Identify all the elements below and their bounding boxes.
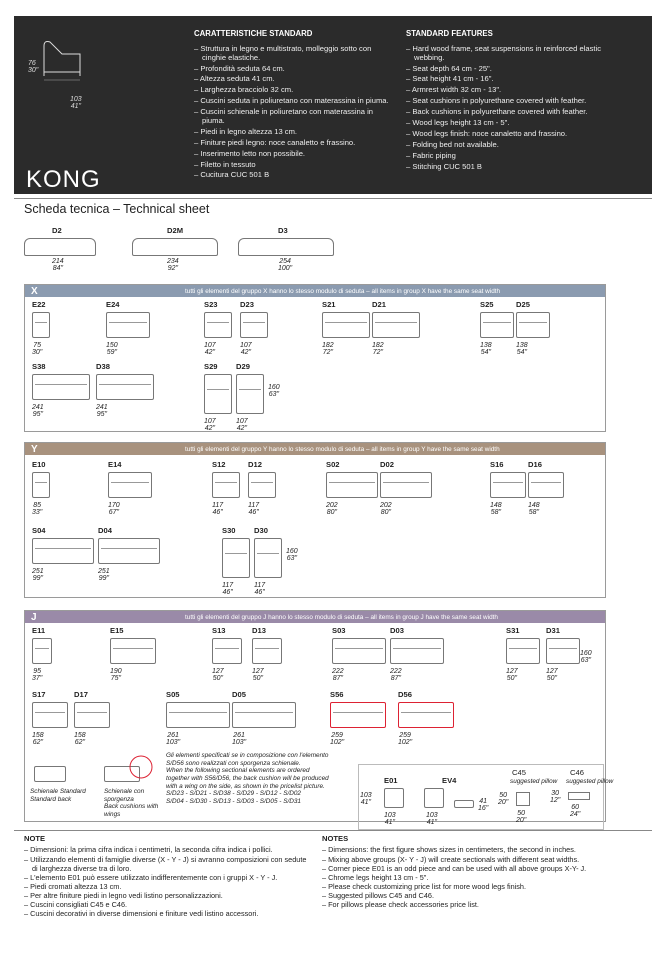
sofa-e22 xyxy=(32,312,50,338)
profile-depth: 103 41" xyxy=(70,96,82,110)
code-s16: S16 xyxy=(490,460,504,469)
code-d02: D02 xyxy=(380,460,394,469)
std-en-item-0: – Hard wood frame, seat suspensions in reinforced elastic webbing. xyxy=(406,45,606,62)
code-e15: E15 xyxy=(110,626,124,635)
dim-d03: 222 87" xyxy=(390,668,402,683)
std-en-item-10: – Stitching CUC 501 B xyxy=(406,163,606,172)
sofa-d23 xyxy=(240,312,268,338)
code-d12: D12 xyxy=(248,460,262,469)
sofa-s21 xyxy=(322,312,370,338)
dim-d29: 107 42" xyxy=(236,418,248,433)
dim-d30: 117 46" xyxy=(254,582,266,597)
code-d17: D17 xyxy=(74,690,88,699)
dim-s38: 241 95" xyxy=(32,404,44,419)
code-e11: E11 xyxy=(32,626,46,635)
dim-s17: 158 62" xyxy=(32,732,44,747)
sofa-e14 xyxy=(108,472,152,498)
dim-e11: 95 37" xyxy=(32,668,43,683)
sofa-s05 xyxy=(166,702,230,728)
std-it-item-5: – Cuscini schienale in poliuretano con materassina in piuma. xyxy=(194,108,394,125)
sofa-d16 xyxy=(528,472,564,498)
note-en-item-1: – Mixing above groups (X- Y - J) will create sectionals with different seat widths. xyxy=(322,855,622,864)
sofa-d25 xyxy=(516,312,550,338)
sofa-e24 xyxy=(106,312,150,338)
sofa-d05 xyxy=(232,702,296,728)
sofa-s25 xyxy=(480,312,514,338)
code-s56: S56 xyxy=(330,690,344,699)
sofa-d2 xyxy=(24,238,96,256)
std-it-item-7: – Finiture piedi legno: noce canaletto e frassino. xyxy=(194,139,394,148)
dim-s05: 261 103" xyxy=(166,732,181,747)
e01-shape xyxy=(384,788,404,808)
sofa-d30 xyxy=(254,538,282,578)
code-e24: E24 xyxy=(106,300,120,309)
sofa-d17 xyxy=(74,702,110,728)
std-it-item-8: – Inserimento letto non possibile. xyxy=(194,150,394,159)
sofa-d31 xyxy=(546,638,580,664)
dim-e15: 190 75" xyxy=(110,668,122,683)
wing-back-label: Schienale con sporgenza Back cushions with wings xyxy=(104,788,159,819)
std-it-item-9: – Filetto in tessuto xyxy=(194,161,394,170)
code-s38: S38 xyxy=(32,362,46,371)
c46-b: 60 24" xyxy=(570,804,581,819)
std-it-item-2: – Altezza seduta 41 cm. xyxy=(194,75,394,84)
dim-d13: 127 50" xyxy=(252,668,264,683)
wing-note: Gli elementi specificati se in composizione con l'elemento S/D56 sono realizzati con sporgenza schienale. When the following sectional elements are ordered together with S56/D56, the back cushion will be produced with a wing on the side, as shown in the pricelist picture. S/D23 - S/D21 - S/D38 - S/D29 - S/D12 - S/D02 S/D04 - S/D30 - S/D13 - S/D03 - S/D05 - S/D31 xyxy=(166,752,329,806)
dim-d3: 254 100" xyxy=(278,258,293,273)
ev4-height: 41 16" xyxy=(478,798,489,813)
code-d30: D30 xyxy=(254,526,268,535)
sofa-s29 xyxy=(204,374,232,414)
ev4-code: EV4 xyxy=(442,776,457,785)
sofa-s04 xyxy=(32,538,94,564)
code-d16: D16 xyxy=(528,460,542,469)
code-d2m: D2M xyxy=(167,226,184,235)
e01-code: E01 xyxy=(384,776,398,785)
note-en-item-3: – Chrome legs height 13 cm - 5". xyxy=(322,873,622,882)
std-en-item-3: – Armrest width 32 cm - 13". xyxy=(406,86,606,95)
sofa-s56 xyxy=(330,702,386,728)
code-d21: D21 xyxy=(372,300,386,309)
dim-s04: 251 99" xyxy=(32,568,44,583)
dim-d21: 182 72" xyxy=(372,342,384,357)
note-it-item-4: – Per altre finiture piedi in legno vedi listino personalizzazioni. xyxy=(24,891,310,900)
sofa-d3 xyxy=(238,238,334,256)
dim-e24: 150 59" xyxy=(106,342,118,357)
sofa-d21 xyxy=(372,312,420,338)
std-en-item-2: – Seat height 41 cm - 16". xyxy=(406,75,606,84)
depth-y: 160 63" xyxy=(286,548,298,563)
dim-d25: 138 54" xyxy=(516,342,528,357)
code-s29: S29 xyxy=(204,362,218,371)
std-it-item-6: – Piedi in legno altezza 13 cm. xyxy=(194,128,394,137)
sofa-d2m xyxy=(132,238,218,256)
code-d3: D3 xyxy=(278,226,288,235)
note-it-item-1: – Utilizzando elementi di famiglie diverse (X - Y - J) si avranno composizioni con sedute di larghezza diverse tra di loro. xyxy=(24,855,310,873)
code-s31: S31 xyxy=(506,626,520,635)
note-en-item-5: – Suggested pillows C45 and C46. xyxy=(322,891,622,900)
ev4-width: 103 41" xyxy=(426,812,438,827)
code-s04: S04 xyxy=(32,526,46,535)
std-en-item-8: – Folding bed not available. xyxy=(406,141,606,150)
dim-s02: 202 80" xyxy=(326,502,338,517)
dim-s23: 107 42" xyxy=(204,342,216,357)
notes-english: NOTES – Dimensions: the first figure shows sizes in centimeters, the second in inches. – Mixing above groups (X- Y - J) will create sectionals with different seat widths. – Corner piece E01 is an odd piece and can be used with all above groups X-Y- J. – Chrome legs height 13 cm - 5". – Please check customizing price list for more wood legs finish. – Suggested pillows C45 and C46. – For pillows please check accessories price list. xyxy=(322,834,622,909)
e01-depth: 103 41" xyxy=(360,792,372,807)
brand-name: KONG xyxy=(26,166,101,193)
c46-shape xyxy=(568,792,590,800)
std-it-item-10: – Cucitura CUC 501 B xyxy=(194,171,394,180)
std-en-item-9: – Fabric piping xyxy=(406,152,606,161)
dim-s12: 117 46" xyxy=(212,502,224,517)
std-it-item-0: – Struttura in legno e multistrato, molleggio sotto con cinghie elastiche. xyxy=(194,45,394,62)
notes-divider xyxy=(14,830,652,831)
notes-italian: NOTE – Dimensioni: la prima cifra indica i centimetri, la seconda cifra indica i pollici. – Utilizzando elementi di famiglie diverse (X - Y - J) si avranno composizioni con sedute di larghezza diverse tra di loro. – L'elemento E01 può essere utilizzato indifferentemente con i gruppi X - Y - J. – Piedi cromati altezza 13 cm. – Per altre finiture piedi in legno vedi listino personalizzazioni. – Cuscini consigliati C45 e C46. – Cuscini decorativi in diverse dimensioni e finiture vedi listino accessori. xyxy=(24,834,310,918)
dim-s31: 127 50" xyxy=(506,668,518,683)
code-d38: D38 xyxy=(96,362,110,371)
e01-width: 103 41" xyxy=(384,812,396,827)
sofa-d29 xyxy=(236,374,264,414)
code-d05: D05 xyxy=(232,690,246,699)
wing-detail-circle-icon xyxy=(126,752,156,782)
c46-code: C46 xyxy=(570,768,584,777)
note-it-item-2: – L'elemento E01 può essere utilizzato indifferentemente con i gruppi X - Y - J. xyxy=(24,873,310,882)
note-it-item-3: – Piedi cromati altezza 13 cm. xyxy=(24,882,310,891)
note-en-item-4: – Please check customizing price list for more wood legs finish. xyxy=(322,882,622,891)
code-s03: S03 xyxy=(332,626,346,635)
code-d13: D13 xyxy=(252,626,266,635)
code-s12: S12 xyxy=(212,460,226,469)
depth-x: 160 63" xyxy=(268,384,280,399)
c45-code: C45 xyxy=(512,768,526,777)
sofa-s12 xyxy=(212,472,240,498)
code-d23: D23 xyxy=(240,300,254,309)
dim-e14: 170 67" xyxy=(108,502,120,517)
std-en-item-5: – Back cushions in polyurethane covered with feather. xyxy=(406,108,606,117)
dim-d12: 117 46" xyxy=(248,502,260,517)
sofa-s38 xyxy=(32,374,90,400)
code-s21: S21 xyxy=(322,300,336,309)
c45-shape xyxy=(516,792,530,806)
std-en-item-6: – Wood legs height 13 cm - 5". xyxy=(406,119,606,128)
code-s13: S13 xyxy=(212,626,226,635)
header-panel xyxy=(14,16,652,194)
std-en-item-4: – Seat cushions in polyurethane covered with feather. xyxy=(406,97,606,106)
sofa-e10 xyxy=(32,472,50,498)
note-en-item-2: – Corner piece E01 is an odd piece and can be used with all above groups X-Y- J. xyxy=(322,864,622,873)
page-title: Scheda tecnica – Technical sheet xyxy=(24,202,210,216)
dim-d38: 241 95" xyxy=(96,404,108,419)
code-s25: S25 xyxy=(480,300,494,309)
dim-d05: 261 103" xyxy=(232,732,247,747)
std-it-item-4: – Cuscini seduta in poliuretano con materassina in piuma. xyxy=(194,97,394,106)
dim-e10: 85 33" xyxy=(32,502,43,517)
divider xyxy=(14,198,652,199)
dim-s56: 259 102" xyxy=(330,732,345,747)
std-en-item-1: – Seat depth 64 cm - 25". xyxy=(406,65,606,74)
sofa-s30 xyxy=(222,538,250,578)
dim-d04: 251 99" xyxy=(98,568,110,583)
dim-e22: 75 30" xyxy=(32,342,43,357)
dim-s30: 117 46" xyxy=(222,582,234,597)
c45-b: 50 20" xyxy=(516,810,527,825)
sofa-d56 xyxy=(398,702,454,728)
note-it-item-6: – Cuscini decorativi in diverse dimensioni e finiture vedi listino accessori. xyxy=(24,909,310,918)
note-en-item-0: – Dimensions: the first figure shows sizes in centimeters, the second in inches. xyxy=(322,845,622,854)
code-d03: D03 xyxy=(390,626,404,635)
note-it-item-5: – Cuscini consigliati C45 e C46. xyxy=(24,900,310,909)
sofa-d02 xyxy=(380,472,432,498)
dim-d31: 127 50" xyxy=(546,668,558,683)
sofa-s02 xyxy=(326,472,378,498)
note-en-item-6: – For pillows please check accessories price list. xyxy=(322,900,622,909)
std-it-item-1: – Profondità seduta 64 cm. xyxy=(194,65,394,74)
c45-sub: suggested pillow xyxy=(510,778,558,785)
dim-d02: 202 80" xyxy=(380,502,392,517)
sofa-d04 xyxy=(98,538,160,564)
std-en-item-7: – Wood legs finish: noce canaletto and frassino. xyxy=(406,130,606,139)
code-s17: S17 xyxy=(32,690,46,699)
sofa-d12 xyxy=(248,472,276,498)
code-d56: D56 xyxy=(398,690,412,699)
dim-s13: 127 50" xyxy=(212,668,224,683)
code-d2: D2 xyxy=(52,226,62,235)
code-s05: S05 xyxy=(166,690,180,699)
code-e14: E14 xyxy=(108,460,122,469)
sofa-e15 xyxy=(110,638,156,664)
sofa-s03 xyxy=(332,638,386,664)
sofa-s31 xyxy=(506,638,540,664)
sofa-s17 xyxy=(32,702,68,728)
dim-d23: 107 42" xyxy=(240,342,252,357)
c46-a: 30 12" xyxy=(550,790,561,805)
sofa-s16 xyxy=(490,472,526,498)
code-s30: S30 xyxy=(222,526,236,535)
depth-j: 160 63" xyxy=(580,650,592,665)
dim-s16: 148 58" xyxy=(490,502,502,517)
code-d31: D31 xyxy=(546,626,560,635)
standard-features-en: STANDARD FEATURES – Hard wood frame, seat suspensions in reinforced elastic webbing. – Seat depth 64 cm - 25". – Seat height 41 cm - 16". – Armrest width 32 cm - 13". – Seat cushions in polyurethane covered with feather. – Back cushions in polyurethane covered with feather. – Wood legs height 13 cm - 5". – Wood legs finish: noce canaletto and frassino. – Folding bed not available. – Fabric piping – Stitching CUC 501 B xyxy=(406,30,606,174)
standard-back-icon xyxy=(34,766,66,782)
code-s02: S02 xyxy=(326,460,340,469)
note-it-item-0: – Dimensioni: la prima cifra indica i centimetri, la seconda cifra indica i pollici. xyxy=(24,845,310,854)
ev4-side-shape xyxy=(454,800,474,808)
dim-d16: 148 58" xyxy=(528,502,540,517)
sofa-e11 xyxy=(32,638,52,664)
group-y-bar: Y tutti gli elementi del gruppo Y hanno lo stesso modulo di seduta – all items in group Y have the same seat width xyxy=(25,443,605,455)
sofa-s13 xyxy=(212,638,242,664)
code-d25: D25 xyxy=(516,300,530,309)
dim-d2: 214 84" xyxy=(52,258,64,273)
code-d29: D29 xyxy=(236,362,250,371)
code-d04: D04 xyxy=(98,526,112,535)
c45-a: 50 20" xyxy=(498,792,509,807)
sofa-d03 xyxy=(390,638,444,664)
profile-height: 76 30" xyxy=(28,60,39,74)
code-e22: E22 xyxy=(32,300,46,309)
group-j-bar: J tutti gli elementi del gruppo J hanno lo stesso modulo di seduta – all items in group J have the same seat width xyxy=(25,611,605,623)
sofa-s23 xyxy=(204,312,232,338)
dim-d2m: 234 92" xyxy=(167,258,179,273)
dim-d56: 259 102" xyxy=(398,732,413,747)
ev4-top-shape xyxy=(424,788,444,808)
group-x-bar: X tutti gli elementi del gruppo X hanno lo stesso modulo di seduta – all items in group X have the same seat width xyxy=(25,285,605,297)
standard-features-it: CARATTERISTICHE STANDARD – Struttura in legno e multistrato, molleggio sotto con cinghie elastiche. – Profondità seduta 64 cm. – Altezza seduta 41 cm. – Larghezza bracciolo 32 cm. – Cuscini seduta in poliuretano con materassina in piuma. – Cuscini schienale in poliuretano con materassina in piuma. – Piedi in legno altezza 13 cm. – Finiture piedi legno: noce canaletto e frassino. – Inserimento letto non possibile. – Filetto in tessuto – Cucitura CUC 501 B xyxy=(194,30,394,182)
sofa-d13 xyxy=(252,638,282,664)
code-s23: S23 xyxy=(204,300,218,309)
std-it-item-3: – Larghezza bracciolo 32 cm. xyxy=(194,86,394,95)
dim-s29: 107 42" xyxy=(204,418,216,433)
c46-sub: suggested pillow xyxy=(566,778,614,785)
code-e10: E10 xyxy=(32,460,46,469)
standard-back-label: Schienale Standard Standard back xyxy=(30,788,86,803)
dim-d17: 158 62" xyxy=(74,732,86,747)
dim-s25: 138 54" xyxy=(480,342,492,357)
sofa-d38 xyxy=(96,374,154,400)
dim-s03: 222 87" xyxy=(332,668,344,683)
dim-s21: 182 72" xyxy=(322,342,334,357)
